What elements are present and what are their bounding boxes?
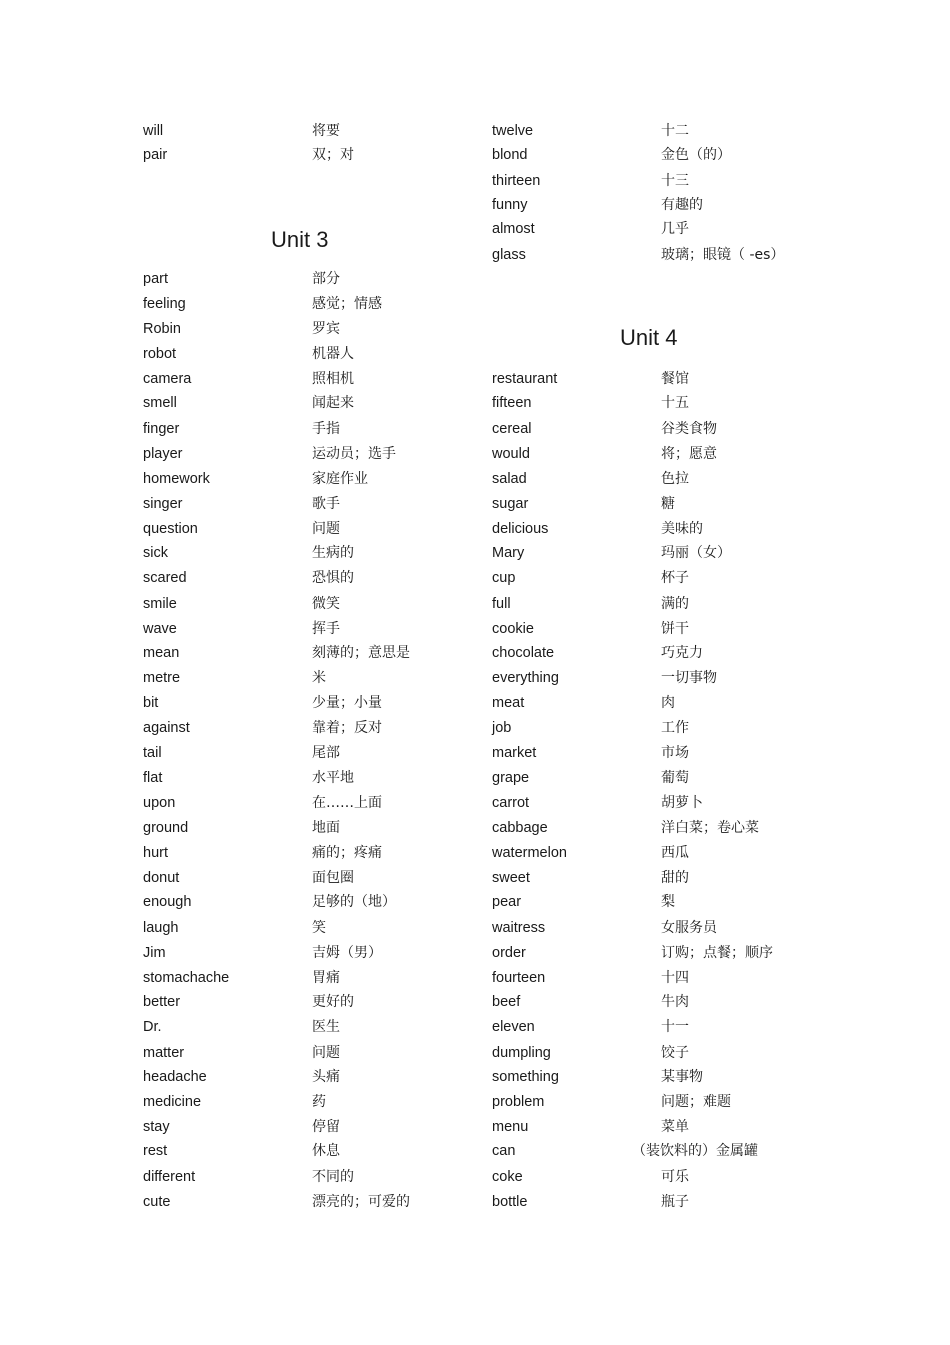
chinese-meaning: 感觉；情感 [312,296,382,312]
chinese-meaning: 照相机 [312,371,354,387]
english-word: different [143,1169,196,1185]
vocab-entry [143,792,483,814]
chinese-meaning: 部分 [312,271,340,287]
vocab-entry [492,418,832,440]
chinese-meaning: 地面 [312,820,340,836]
english-word: can [492,1143,516,1159]
chinese-meaning: 有趣的 [661,197,703,213]
english-word: donut [143,870,180,886]
english-word: eleven [492,1019,535,1035]
english-word: almost [492,221,535,237]
english-word: feeling [143,296,186,312]
vocab-entry [492,867,832,889]
english-word: smell [143,395,177,411]
chinese-meaning: 不同的 [312,1169,354,1185]
vocab-entry [492,170,832,192]
chinese-meaning: 药 [312,1094,326,1110]
english-word: restaurant [492,371,558,387]
vocab-entry [143,642,483,664]
vocab-entry [492,767,832,789]
chinese-meaning: 靠着；反对 [312,720,382,736]
vocab-entry [143,817,483,839]
chinese-meaning: 订购；点餐；顺序 [661,945,773,961]
vocab-entry [492,144,832,166]
unit-heading: Unit 3 [271,227,329,252]
english-word: carrot [492,795,530,811]
chinese-meaning: 几乎 [661,221,689,237]
vocab-entry [492,468,832,490]
english-word: sweet [492,870,530,886]
vocab-entry [492,1091,832,1113]
vocab-entry [492,392,832,414]
vocab-entry [143,1116,483,1138]
english-word: homework [143,471,210,487]
chinese-meaning: 巧克力 [661,645,703,661]
chinese-meaning: 肉 [661,695,675,711]
chinese-meaning: 牛肉 [661,994,689,1010]
vocab-entry [143,542,483,564]
chinese-meaning: 生病的 [312,545,354,561]
english-word: chocolate [492,645,555,661]
english-word: cute [143,1194,171,1210]
vocab-entry [143,942,483,964]
chinese-meaning: 洋白菜；卷心菜 [661,820,759,836]
vocab-entry [143,1016,483,1038]
chinese-meaning: 歌手 [312,496,340,512]
vocab-entry [143,368,483,390]
vocab-entry [492,518,832,540]
vocab-entry [492,120,832,142]
chinese-meaning: 菜单 [661,1119,689,1135]
english-word: robot [143,346,177,362]
english-word: singer [143,496,183,512]
english-word: stay [143,1119,170,1135]
english-word: hurt [143,845,168,861]
english-word: player [143,446,183,462]
vocab-entry [143,318,483,340]
vocab-entry [492,1191,832,1213]
chinese-meaning: 谷类食物 [661,421,717,437]
chinese-meaning: 少量；小量 [312,695,382,711]
english-word: ground [143,820,189,836]
vocab-entry [492,891,832,913]
vocab-entry [492,368,832,390]
chinese-meaning: 头痛 [312,1069,340,1085]
english-word: against [143,720,190,736]
english-word: sugar [492,496,529,512]
vocab-entry [143,867,483,889]
chinese-meaning: （装饮料的）金属罐 [632,1143,758,1159]
chinese-meaning: 微笑 [312,596,340,612]
english-word: dumpling [492,1045,551,1061]
english-word: everything [492,670,559,686]
english-word: coke [492,1169,523,1185]
chinese-meaning: 痛的；疼痛 [312,845,382,861]
english-word: cookie [492,621,534,637]
english-word: headache [143,1069,207,1085]
chinese-meaning: 餐馆 [661,371,689,387]
chinese-meaning: 恐惧的 [312,570,354,586]
vocab-entry [492,817,832,839]
vocab-entry [492,742,832,764]
chinese-meaning: 饼干 [661,621,689,637]
english-word: wave [143,621,177,637]
vocab-entry [492,1066,832,1088]
vocab-entry [143,518,483,540]
vocab-entry [143,418,483,440]
chinese-meaning: 玛丽（女） [661,545,731,561]
vocab-entry [143,967,483,989]
english-word: delicious [492,521,549,537]
chinese-meaning: 胃痛 [312,970,340,986]
chinese-meaning: 在……上面 [312,795,382,811]
english-word: Jim [143,945,166,961]
english-word: job [492,720,512,736]
english-word: watermelon [492,845,567,861]
english-word: funny [492,197,528,213]
vocab-entry [143,891,483,913]
vocab-entry [492,842,832,864]
chinese-meaning: 笑 [312,920,326,936]
vocab-entry [143,1066,483,1088]
vocab-entry [492,991,832,1013]
chinese-meaning: 满的 [661,596,689,612]
english-word: pear [492,894,522,910]
chinese-meaning: 问题 [312,1045,340,1061]
vocab-entry [143,842,483,864]
vocab-entry [143,593,483,615]
chinese-meaning: 尾部 [312,745,340,761]
chinese-meaning: 梨 [661,894,675,910]
chinese-meaning: 可乐 [661,1169,689,1185]
chinese-meaning: 胡萝卜 [661,795,703,811]
vocab-entry [143,692,483,714]
chinese-meaning: 十三 [661,173,689,189]
chinese-meaning: 更好的 [312,994,354,1010]
chinese-meaning: 甜的 [661,870,689,886]
chinese-meaning: 瓶子 [661,1194,689,1210]
vocab-entry [143,1042,483,1064]
vocab-entry [492,1042,832,1064]
chinese-meaning: 面包圈 [312,870,354,886]
chinese-meaning: 西瓜 [661,845,689,861]
chinese-meaning: 足够的（地） [312,894,396,910]
english-word: glass [492,247,526,263]
vocab-entry [143,567,483,589]
chinese-meaning: 金色（的） [661,147,731,163]
chinese-meaning: 机器人 [312,346,354,362]
chinese-meaning: 市场 [661,745,689,761]
english-word: bottle [492,1194,528,1210]
english-word: smile [143,596,177,612]
vocab-entry [492,1140,832,1162]
english-word: stomachache [143,970,230,986]
english-word: full [492,596,511,612]
english-word: Mary [492,545,525,561]
vocab-entry [492,567,832,589]
english-word: salad [492,471,527,487]
chinese-meaning: 家庭作业 [312,471,368,487]
chinese-meaning: 刻薄的；意思是 [312,645,410,661]
vocab-entry [492,942,832,964]
english-word: will [143,123,164,139]
english-word: would [492,446,530,462]
chinese-meaning: 将要 [312,123,340,139]
vocab-entry [492,218,832,240]
vocab-entry [143,468,483,490]
english-word: camera [143,371,192,387]
english-word: something [492,1069,559,1085]
vocab-entry [143,991,483,1013]
vocab-entry [492,443,832,465]
english-word: sick [143,545,168,561]
vocab-entry [492,667,832,689]
chinese-meaning: 双；对 [312,147,354,163]
english-word: cereal [492,421,532,437]
english-word: matter [143,1045,185,1061]
vocab-entry [492,717,832,739]
english-word: metre [143,670,181,686]
chinese-meaning: 水平地 [312,770,354,786]
vocab-entry [492,917,832,939]
vocab-entry [143,293,483,315]
vocab-entry [143,1091,483,1113]
english-word: part [143,271,168,287]
chinese-meaning: 美味的 [661,521,703,537]
chinese-meaning: 运动员；选手 [312,446,396,462]
chinese-meaning: 闻起来 [312,395,354,411]
chinese-meaning: 十四 [661,970,689,986]
english-word: finger [143,421,180,437]
vocab-entry [492,542,832,564]
vocab-entry [492,1016,832,1038]
english-word: order [492,945,526,961]
chinese-meaning: 漂亮的；可爱的 [312,1194,410,1210]
chinese-meaning: 玻璃；眼镜（ -es） [661,247,785,263]
english-word: beef [492,994,521,1010]
vocab-entry [143,443,483,465]
vocab-entry [143,268,483,290]
unit-heading: Unit 4 [620,325,678,350]
english-word: Robin [143,321,181,337]
english-word: question [143,521,198,537]
chinese-meaning: 停留 [312,1119,340,1135]
chinese-meaning: 十五 [661,395,689,411]
chinese-meaning: 女服务员 [661,920,717,936]
english-word: laugh [143,920,179,936]
english-word: scared [143,570,187,586]
chinese-meaning: 十二 [661,123,689,139]
english-word: better [143,994,181,1010]
vocab-entry [143,742,483,764]
english-word: flat [143,770,163,786]
english-word: Dr. [143,1019,162,1035]
english-word: problem [492,1094,545,1110]
english-word: tail [143,745,162,761]
vocab-entry [492,493,832,515]
english-word: grape [492,770,530,786]
english-word: cup [492,570,516,586]
vocab-entry [143,717,483,739]
vocab-entry [492,593,832,615]
english-word: pair [143,147,168,163]
chinese-meaning: 十一 [661,1019,689,1035]
english-word: menu [492,1119,529,1135]
english-word: blond [492,147,528,163]
english-word: bit [143,695,159,711]
chinese-meaning: 葡萄 [661,770,689,786]
chinese-meaning: 手指 [312,421,340,437]
vocab-entry [492,618,832,640]
chinese-meaning: 问题；难题 [661,1094,731,1110]
chinese-meaning: 医生 [312,1019,340,1035]
vocab-entry [143,767,483,789]
chinese-meaning: 罗宾 [312,321,340,337]
english-word: enough [143,894,192,910]
chinese-meaning: 饺子 [661,1045,689,1061]
english-word: fourteen [492,970,546,986]
chinese-meaning: 吉姆（男） [312,945,382,961]
vocab-entry [143,667,483,689]
vocab-entry [143,1140,483,1162]
vocab-entry [143,343,483,365]
vocab-entry [143,618,483,640]
vocab-entry [143,392,483,414]
english-word: meat [492,695,525,711]
chinese-meaning: 杯子 [661,570,689,586]
english-word: twelve [492,123,534,139]
chinese-meaning: 休息 [312,1143,340,1159]
english-word: thirteen [492,173,541,189]
chinese-meaning: 糖 [661,496,675,512]
english-word: cabbage [492,820,548,836]
chinese-meaning: 将；愿意 [661,446,717,462]
vocab-entry [492,692,832,714]
chinese-meaning: 问题 [312,521,340,537]
vocab-entry [143,120,483,142]
vocab-entry [492,194,832,216]
chinese-meaning: 工作 [661,720,689,736]
vocab-entry [143,144,483,166]
english-word: medicine [143,1094,202,1110]
english-word: fifteen [492,395,532,411]
chinese-meaning: 挥手 [312,621,340,637]
vocab-entry [143,1166,483,1188]
english-word: upon [143,795,176,811]
english-word: mean [143,645,180,661]
vocab-entry [492,1116,832,1138]
english-word: rest [143,1143,168,1159]
vocab-entry [143,493,483,515]
vocab-entry [143,1191,483,1213]
chinese-meaning: 某事物 [661,1069,703,1085]
english-word: market [492,745,537,761]
chinese-meaning: 一切事物 [661,670,717,686]
chinese-meaning: 色拉 [661,471,689,487]
vocab-entry [492,244,832,266]
vocab-entry [492,967,832,989]
english-word: waitress [492,920,546,936]
vocab-entry [492,1166,832,1188]
chinese-meaning: 米 [312,670,326,686]
vocab-entry [492,792,832,814]
vocab-entry [143,917,483,939]
vocab-entry [492,642,832,664]
